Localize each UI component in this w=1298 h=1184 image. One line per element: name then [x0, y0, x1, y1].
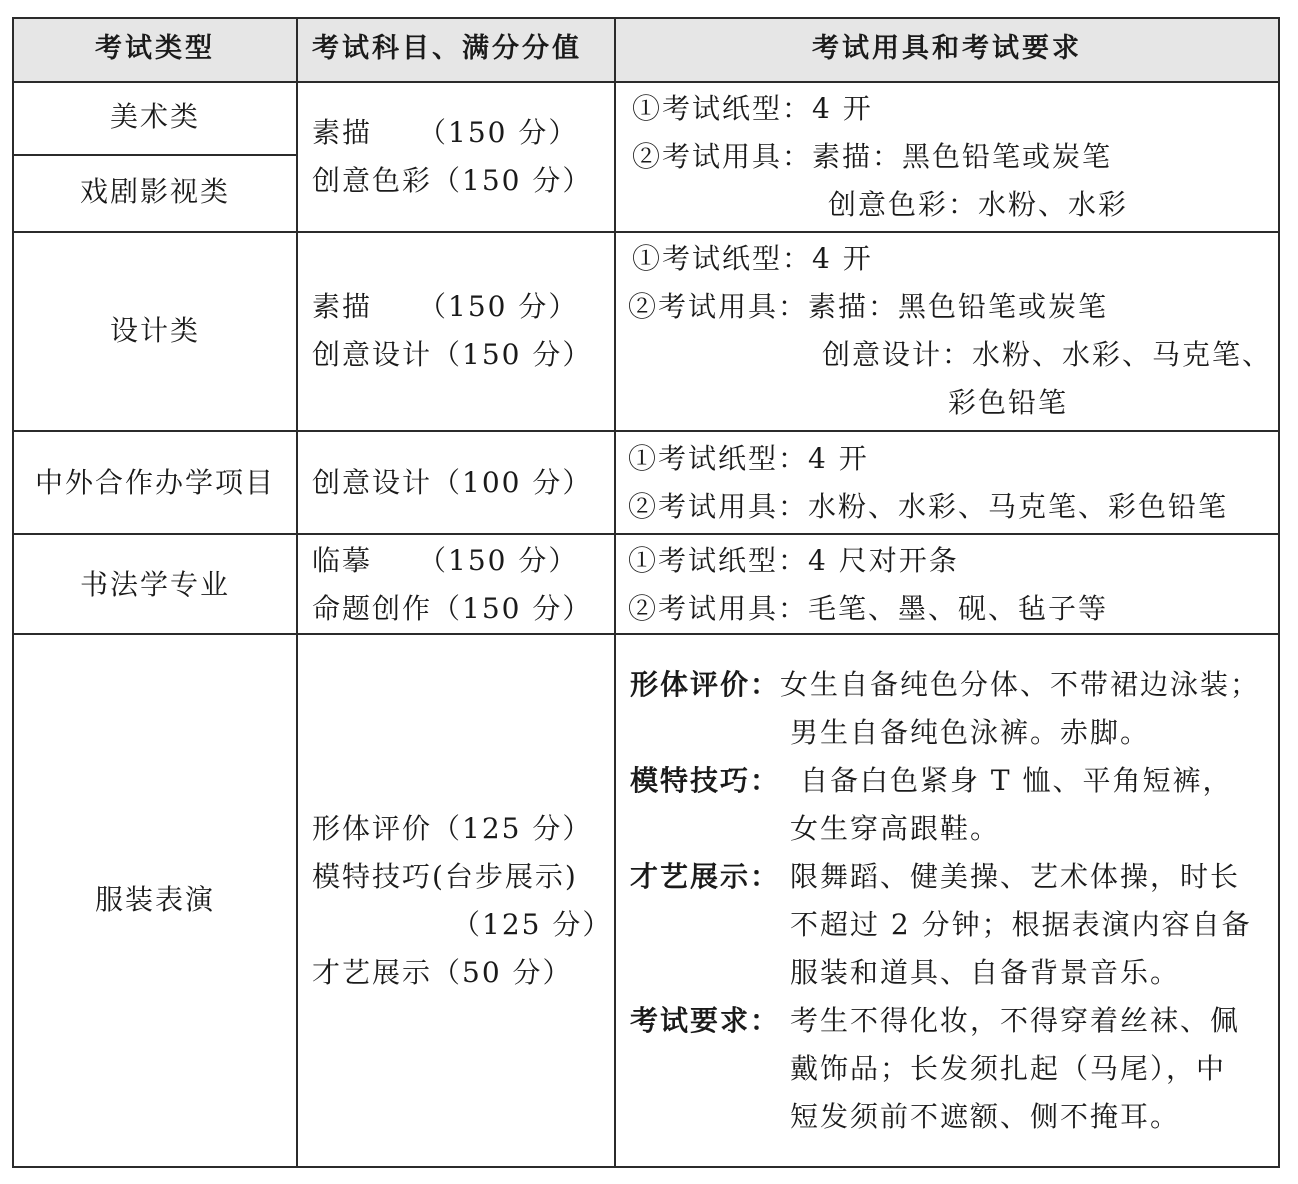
header-requirements: 考试用具和考试要求: [812, 33, 1082, 64]
subject-line: 素描 （150 分）: [312, 116, 579, 149]
row-divider: [12, 81, 1280, 83]
requirement-line: 不超过 2 分钟；根据表演内容自备: [790, 908, 1252, 941]
table-border-bottom: [12, 1166, 1280, 1168]
requirement-line: 女生自备纯色分体、不带裙边泳装；: [780, 668, 1261, 701]
exam-type-fine-arts: 美术类: [109, 100, 200, 133]
subject-line: 创意设计（150 分）: [312, 338, 593, 371]
subject-line: 临摹 （150 分）: [312, 544, 579, 577]
requirement-line: 女生穿高跟鞋。: [790, 812, 1001, 845]
column-divider: [296, 17, 298, 1168]
requirement-line: 彩色铅笔: [948, 386, 1069, 419]
exam-type-design: 设计类: [109, 314, 200, 347]
requirement-label: 考试要求：: [630, 1004, 781, 1037]
requirement-label: 形体评价：: [630, 668, 781, 701]
requirement-line: 服装和道具、自备背景音乐。: [790, 956, 1181, 989]
row-divider: [12, 533, 1280, 535]
requirement-label: 才艺展示：: [630, 860, 781, 893]
table-border-top: [12, 17, 1280, 19]
subject-line: 素描 （150 分）: [312, 290, 579, 323]
requirement-line: ①考试纸型：4 开: [632, 92, 873, 125]
requirement-label: 模特技巧：: [630, 764, 781, 797]
requirement-line: ②考试用具：素描：黑色铅笔或炭笔: [632, 140, 1113, 173]
requirement-line: ②考试用具：素描：黑色铅笔或炭笔: [628, 290, 1109, 323]
requirement-line: ②考试用具：水粉、水彩、马克笔、彩色铅笔: [628, 490, 1229, 523]
column-divider: [614, 17, 616, 1168]
subject-line: 模特技巧(台步展示): [312, 860, 578, 893]
requirement-line: ①考试纸型：4 尺对开条: [628, 544, 959, 577]
header-subjects: 考试科目、满分分值: [312, 33, 582, 64]
row-divider: [12, 633, 1280, 635]
subject-line: 形体评价（125 分）: [312, 812, 593, 845]
exam-type-calligraphy: 书法学专业: [79, 568, 230, 601]
requirement-line: 男生自备纯色泳裤。赤脚。: [790, 716, 1151, 749]
requirement-line: 戴饰品；长发须扎起（马尾），中: [790, 1052, 1227, 1085]
exam-type-fashion-show: 服装表演: [94, 883, 215, 916]
subject-line: 才艺展示（50 分）: [312, 956, 573, 989]
subject-line: 创意设计（100 分）: [312, 466, 593, 499]
row-divider: [12, 231, 1280, 233]
requirement-line: 创意色彩：水粉、水彩: [828, 188, 1129, 221]
row-divider: [12, 430, 1280, 432]
table-border-right: [1278, 17, 1280, 1168]
requirement-line: 限舞蹈、健美操、艺术体操，时长: [790, 860, 1241, 893]
requirement-line: 创意设计：水粉、水彩、马克笔、: [822, 338, 1273, 371]
requirement-line: 考生不得化妆，不得穿着丝袜、佩: [790, 1004, 1241, 1037]
subject-line: （125 分）: [452, 908, 613, 941]
exam-type-drama-film: 戏剧影视类: [79, 175, 230, 208]
header-exam-type: 考试类型: [95, 33, 215, 64]
subject-line: 创意色彩（150 分）: [312, 164, 593, 197]
requirement-line: ①考试纸型：4 开: [628, 442, 869, 475]
row-divider: [12, 154, 297, 156]
requirement-line: 自备白色紧身 T 恤、平角短裤，: [800, 764, 1233, 797]
subject-line: 命题创作（150 分）: [312, 592, 593, 625]
requirement-line: ①考试纸型：4 开: [632, 242, 873, 275]
requirement-line: ②考试用具：毛笔、墨、砚、毡子等: [628, 592, 1109, 625]
requirement-line: 短发须前不遮额、侧不掩耳。: [790, 1100, 1181, 1133]
exam-type-joint-program: 中外合作办学项目: [34, 466, 275, 499]
